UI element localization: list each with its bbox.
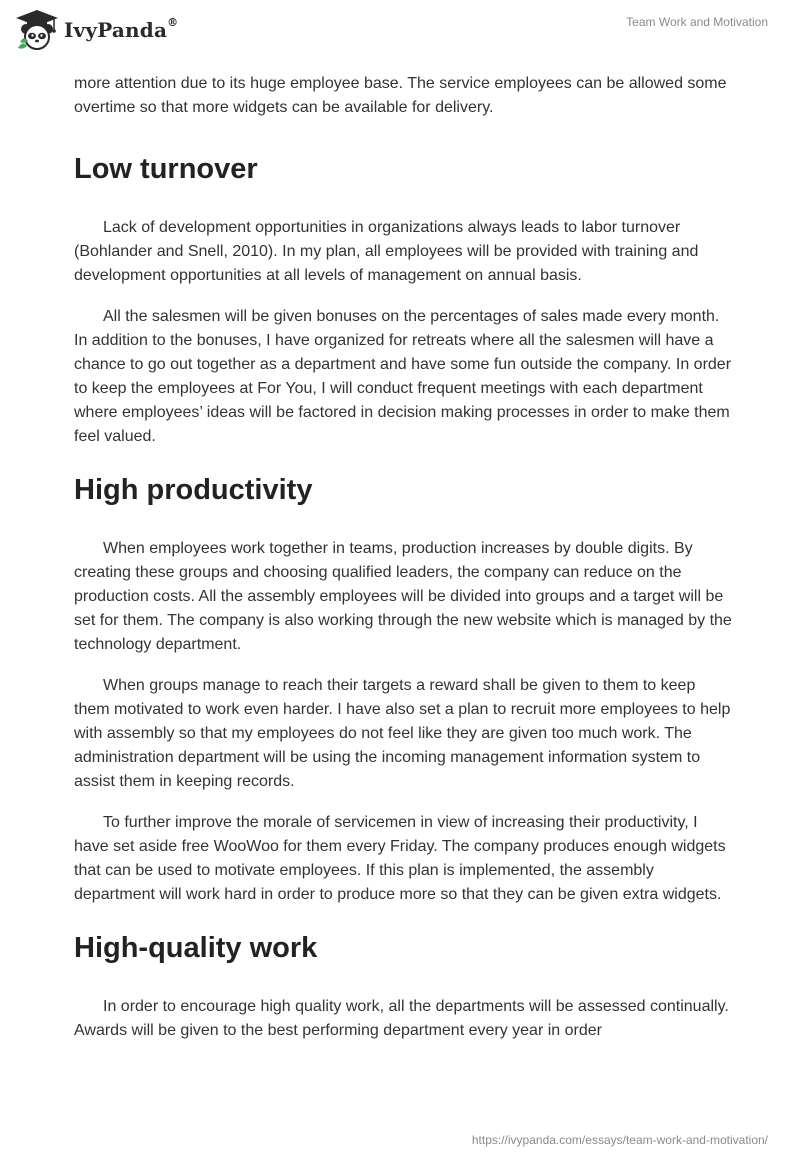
paragraph: When groups manage to reach their targets a reward shall be given to them to keep them motivated to work even harder. I have also set a plan to recruit more employees to help with assembly so that my employees do not feel like they are given too much work. The administration department will be using the incoming management information system to assist them in keeping records. <box>74 677 731 790</box>
brand-text: IvyPanda <box>64 18 168 42</box>
section-heading-high-productivity: High productivity <box>74 474 313 506</box>
document-title: Team Work and Motivation <box>626 15 768 29</box>
paragraph: To further improve the morale of servicemen in view of increasing their productivity, I have set aside free WooWoo for them every Friday. The company produces enough widgets that can be used to motivate employees. If this plan is implemented, the assembly department will work hard in order to produce more so that they can be given extra widgets. <box>74 814 726 903</box>
source-url-link[interactable]: https://ivypanda.com/essays/team-work-and-motivation/ <box>471 1133 768 1147</box>
paragraph: When employees work together in teams, production increases by double digits. By creating these groups and choosing qualified leaders, the company can reduce on the production costs. All the assembly employees will be divided into groups and a target will be set for them. The company is also working through the new website which is managed by the technology department. <box>74 540 732 653</box>
intro-paragraph: more attention due to its huge employee base. The service employees can be allowed some overtime so that more widgets can be available for delivery. <box>74 75 727 116</box>
section-heading-low-turnover: Low turnover <box>74 153 258 185</box>
brand-name <box>64 18 178 42</box>
ivypanda-logo[interactable] <box>14 8 178 52</box>
paragraph: All the salesmen will be given bonuses on the percentages of sales made every month. In addition to the bonuses, I have organized for retreats where all the salesmen will have a chance to go out together as a department and have some fun outside the company. In order to keep the employees at For You, I will conduct frequent meetings with each department where employees’ ideas will be factored in decision making processes in order to make them feel valued. <box>74 308 732 445</box>
section-heading-high-quality-work: High-quality work <box>74 932 318 964</box>
panda-graduate-logo-icon <box>14 8 60 52</box>
essay-content <box>74 72 734 1043</box>
paragraph: In order to encourage high quality work, all the departments will be assessed continually. Awards will be given to the best performing department every year in order <box>74 998 729 1039</box>
registered-mark: ® <box>167 16 179 29</box>
paragraph: Lack of development opportunities in organizations always leads to labor turnover (Bohlander and Snell, 2010). In my plan, all employees will be provided with training and development opportunities at all levels of management on annual basis. <box>74 219 699 284</box>
page-header <box>0 0 800 60</box>
